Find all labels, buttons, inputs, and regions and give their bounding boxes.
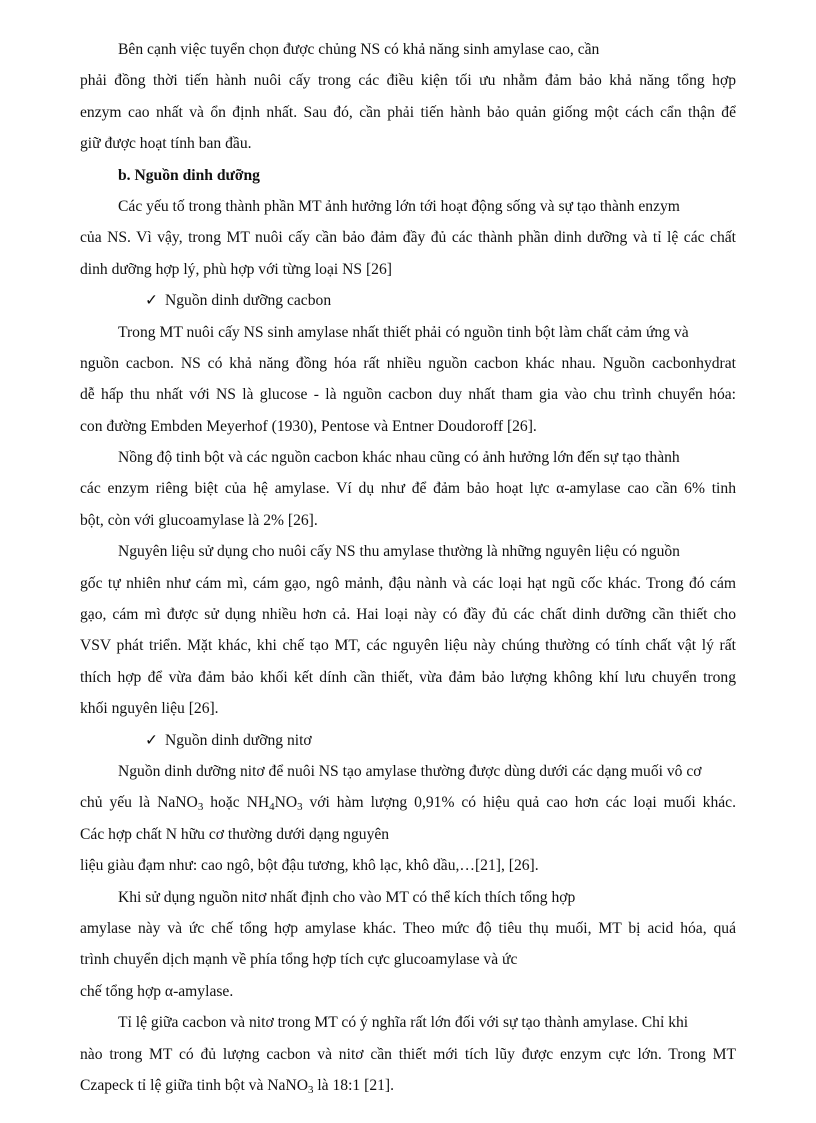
paragraph-line: gốc tự nhiên như cám mì, cám gạo, ngô mảnh, đậu nành và các loại hạt ngũ cốc khác. Trong đó cám [80,574,736,592]
paragraph-line: liệu giàu đạm như: cao ngô, bột đậu tương, khô lạc, khô dầu,…[21], [26]. [80,857,539,875]
paragraph-line: dễ hấp thu nhất với NS là glucose - là nguồn cacbon duy nhất tham gia vào chu trình chuyển hóa: [80,386,736,404]
paragraph-line: nào trong MT có đủ lượng cacbon và nitơ cần thiết mới tích lũy được enzym cực lớn. Trong MT [80,1045,736,1063]
paragraph-line: Các hợp chất N hữu cơ thường dưới dạng nguyên [80,825,390,843]
paragraph-line: Các yếu tố trong thành phần MT ảnh hưởng lớn tới hoạt động sống và sự tạo thành enzym [118,197,680,215]
paragraph-line: gạo, cám mì được sử dụng nhiều hơn cả. Hai loại này có đầy đủ các chất dinh dưỡng cần thiết cho [80,606,736,624]
paragraph-line: bột, còn với glucoamylase là 2% [26]. [80,511,318,529]
paragraph-line: phải đồng thời tiến hành nuôi cấy trong các điều kiện tối ưu nhằm đảm bảo khả năng tổng hợp [80,72,736,90]
paragraph-line: thích hợp để vừa đảm bảo khối kết dính cần thiết, vừa đảm bảo lượng không khí lưu chuyển trong [80,668,736,686]
checkmark-icon: ✓ [145,731,159,749]
paragraph-line: Nguyên liệu sử dụng cho nuôi cấy NS thu amylase thường là những nguyên liệu có nguồn [118,543,680,561]
paragraph-line: giữ được hoạt tính ban đầu. [80,135,252,153]
paragraph-line: Bên cạnh việc tuyển chọn được chủng NS có khả năng sinh amylase cao, cần [118,41,600,58]
paragraph-line: chế tổng hợp α-amylase. [80,982,234,1000]
paragraph-line: Nguồn dinh dưỡng nitơ để nuôi NS tạo amylase thường được dùng dưới các dạng muối vô cơ [118,762,702,780]
paragraph-line: amylase này và ức chế tổng hợp amylase khác. Theo mức độ tiêu thụ muối, MT bị acid hóa, quá [80,919,736,937]
paragraph-line: nguồn cacbon. NS có khả năng đồng hóa rất nhiều nguồn cacbon khác nhau. Nguồn cacbonhydrat [80,354,736,372]
bullet-label: Nguồn dinh dưỡng cacbon [165,292,332,310]
paragraph-line: con đường Embden Meyerhof (1930), Pentose và Entner Doudoroff [26]. [80,417,537,435]
paragraph-line: Tỉ lệ giữa cacbon và nitơ trong MT có ý nghĩa rất lớn đối với sự tạo thành amylase. Chỉ khi [118,1014,689,1032]
paragraph-line: của NS. Vì vậy, trong MT nuôi cấy cần bảo đảm đầy đủ các thành phần dinh dưỡng và tỉ lệ các chất [80,229,736,247]
document-page [80,34,736,1101]
bullet-item [80,285,736,316]
paragraph-line: VSV phát triển. Mặt khác, khi chế tạo MT, các nguyên liệu này chúng thường có tính chất vật lý rất [80,637,736,655]
paragraph-line: Trong MT nuôi cấy NS sinh amylase nhất thiết phải có nguồn tinh bột làm chất cảm ứng và [118,323,689,341]
paragraph-line: enzym cao nhất và ổn định nhất. Sau đó, cần phải tiến hành bảo quản giống một cách cẩn thận để [80,103,736,121]
bullet-item [80,725,736,756]
paragraph-line-formula: Czapeck tỉ lệ giữa tinh bột và NaNO$_3$ là 18:1 [21]. [80,1076,395,1096]
paragraph-line: dinh dưỡng hợp lý, phù hợp với từng loại NS [26] [80,260,392,278]
paragraph-line-formula: chủ yếu là NaNO$_3$ hoặc $NH_4NO_3$ với hàm lượng 0,91% có hiệu quả cao hơn các loại muối khác. [80,794,736,814]
paragraph-line: khối nguyên liệu [26]. [80,700,219,718]
paragraph-line: Nồng độ tinh bột và các nguồn cacbon khác nhau cũng có ảnh hưởng lớn đến sự tạo thành [118,449,680,467]
checkmark-icon: ✓ [145,292,159,310]
paragraph-line: Khi sử dụng nguồn nitơ nhất định cho vào MT có thể kích thích tổng hợp [118,888,576,906]
bullet-label: Nguồn dinh dưỡng nitơ [165,731,312,749]
paragraph-line: các enzym riêng biệt của hệ amylase. Ví dụ như để đảm bảo hoạt lực α-amylase cao cần 6% tinh [80,480,736,498]
paragraph-line: trình chuyển dịch mạnh về phía tổng hợp tích cực glucoamylase và ức [80,951,518,969]
section-heading: b. Nguồn dinh dưỡng [118,166,260,184]
